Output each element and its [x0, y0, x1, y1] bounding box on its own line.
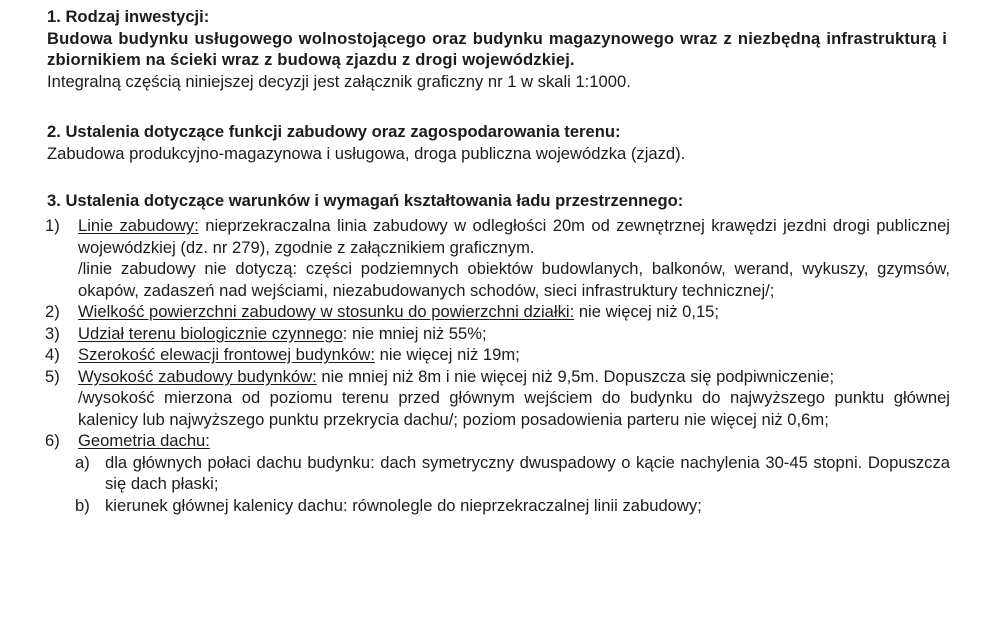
list-item [45, 366, 950, 431]
section-3-list [45, 215, 950, 516]
list-subitem-text: dla głównych połaci dachu budynku: dach symetryczny dwuspadowy o kącie nachylenia 30-45 stopni. Dopuszcza się dach płaski; [105, 452, 950, 493]
list-item-note: /wysokość mierzona od poziomu terenu przed głównym wejściem do budynku do najwyższego punktu głównej kalenicy lub najwyższego punktu przekrycia dachu/; poziom posadowienia parteru nie więcej niż 0,6m; [78, 388, 950, 429]
section-1-attachment-note: Integralną częścią niniejszej decyzji jest załącznik graficzny nr 1 w skali 1:1000. [47, 71, 631, 91]
list-subitem [12, 495, 950, 517]
list-item [45, 430, 950, 452]
section-2-text: Zabudowa produkcyjno-magazynowa i usługowa, droga publiczna wojewódzka (zjazd). [47, 143, 686, 163]
list-item-term: Linie zabudowy: [78, 216, 199, 235]
list-item-note: /linie zabudowy nie dotyczą: części podziemnych obiektów budowlanych, balkonów, werand, wykuszy, gzymsów, okapów, zadaszeń nad wejściami, niezabudowanych schodów, sieci infrastruktury technicznej/; [78, 259, 950, 300]
list-subitem-letter: a) [75, 452, 90, 472]
list-item-number: 5) [45, 366, 60, 386]
list-item-term: Geometria dachu: [78, 431, 210, 450]
section-1-heading: 1. Rodzaj inwestycji: [47, 7, 210, 26]
list-item-text: nieprzekraczalna linia zabudowy w odległości 20m od zewnętrznej krawędzi jezdni drogi publicznej wojewódzkiej (dz. nr 279), zgodnie z załącznikiem graficznym. [78, 216, 950, 257]
section-2 [47, 121, 947, 164]
list-item-term: Wielkość powierzchni zabudowy w stosunku do powierzchni działki: [78, 302, 575, 321]
list-item-term: Szerokość elewacji frontowej budynków: [78, 345, 375, 364]
list-subitem [12, 452, 950, 495]
list-item-text: nie mniej niż 8m i nie więcej niż 9,5m. Dopuszcza się podpiwniczenie; [316, 366, 835, 386]
list-item-text: nie więcej niż 19m; [375, 345, 520, 364]
list-item [45, 323, 950, 345]
list-item-number: 6) [45, 431, 60, 450]
list-item [45, 344, 950, 366]
list-item-text: nie więcej niż 0,15; [574, 302, 720, 321]
list-item-number: 4) [45, 345, 60, 364]
list-item-number: 2) [45, 302, 60, 321]
section-1-investment-type: Budowa budynku usługowego wolnostojącego oraz budynku magazynowego wraz z niezbędną infrastrukturą i zbiornikiem na ścieki wraz z budową zjazdu z drogi wojewódzkiej. [47, 28, 947, 69]
section-3 [47, 190, 947, 212]
section-1 [47, 6, 947, 92]
list-item [45, 301, 950, 323]
list-item-number: 1) [45, 216, 60, 235]
list-item-term: Wysokość zabudowy budynków: [78, 366, 317, 386]
list-item [45, 215, 950, 301]
section-2-heading: 2. Ustalenia dotyczące funkcji zabudowy oraz zagospodarowania terenu: [47, 122, 621, 141]
list-item-text: : nie mniej niż 55%; [342, 323, 487, 343]
list-subitem-text: kierunek głównej kalenicy dachu: równolegle do nieprzekraczalnej linii zabudowy; [105, 495, 702, 515]
section-3-heading: 3. Ustalenia dotyczące warunków i wymagań kształtowania ładu przestrzennego: [47, 191, 684, 210]
list-item-number: 3) [45, 323, 60, 343]
list-subitem-letter: b) [75, 495, 90, 515]
list-item-term: Udział terenu biologicznie czynnego [78, 323, 343, 343]
